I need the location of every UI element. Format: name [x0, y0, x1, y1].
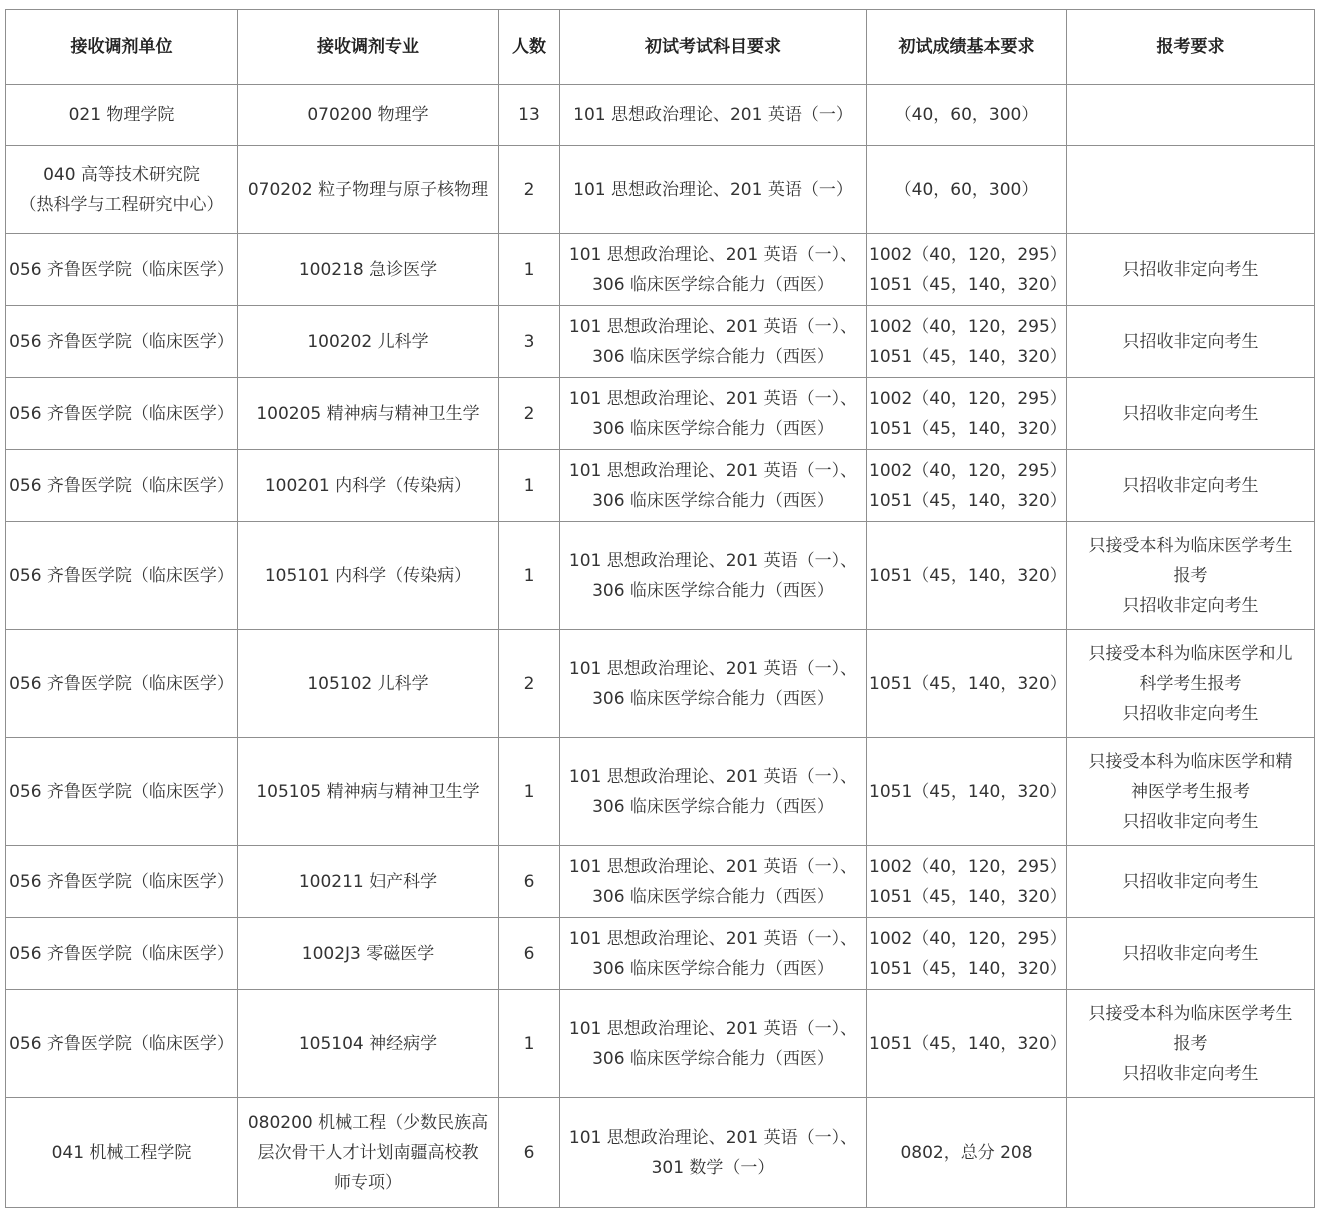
major-line: 105104 神经病学	[298, 1033, 438, 1054]
cell-requirements	[1067, 738, 1315, 846]
cell-requirements	[1067, 990, 1315, 1098]
cell-unit	[6, 846, 238, 918]
requirements-line: 只招收非定向考生	[1122, 811, 1259, 832]
subjects-line: 306 临床医学综合能力（西医）	[592, 490, 834, 511]
scores-line: 1051（45，140，320）	[869, 565, 1067, 586]
cell-major	[238, 85, 499, 146]
unit-line: 056 齐鲁医学院（临床医学）	[9, 331, 234, 352]
cell-scores	[867, 1098, 1067, 1208]
transfer-admission-table	[5, 9, 1315, 1208]
subjects-line: 306 临床医学综合能力（西医）	[592, 346, 834, 367]
subjects-line: 101 思想政治理论、201 英语（一）、	[568, 244, 858, 265]
cell-subjects	[560, 630, 867, 738]
cell-subjects	[560, 450, 867, 522]
scores-line: 1002（40，120，295）	[869, 316, 1067, 337]
subjects-line: 306 临床医学综合能力（西医）	[592, 418, 834, 439]
cell-major	[238, 522, 499, 630]
subjects-line: 306 临床医学综合能力（西医）	[592, 958, 834, 979]
scores-line: 1051（45，140，320）	[869, 346, 1067, 367]
major-line: 师专项）	[334, 1172, 402, 1193]
scores-line: 1051（45，140，320）	[869, 490, 1067, 511]
requirements-line: 报考	[1173, 1033, 1208, 1054]
unit-line: （热科学与工程研究中心）	[19, 194, 224, 215]
requirements-line: 只接受本科为临床医学考生	[1088, 1003, 1293, 1024]
cell-requirements	[1067, 234, 1315, 306]
scores-line: 1051（45，140，320）	[869, 673, 1067, 694]
subjects-line: 306 临床医学综合能力（西医）	[592, 274, 834, 295]
cell-count: 6	[499, 1098, 560, 1208]
cell-scores	[867, 738, 1067, 846]
subjects-line: 306 临床医学综合能力（西医）	[592, 1048, 834, 1069]
unit-line: 056 齐鲁医学院（临床医学）	[9, 1033, 234, 1054]
cell-major	[238, 306, 499, 378]
table-row	[6, 918, 1315, 990]
scores-line: 1051（45，140，320）	[869, 781, 1067, 802]
cell-subjects	[560, 522, 867, 630]
cell-unit	[6, 146, 238, 234]
table-row	[6, 990, 1315, 1098]
requirements-line: 只招收非定向考生	[1122, 1063, 1259, 1084]
major-line: 070202 粒子物理与原子核物理	[247, 179, 489, 200]
cell-unit	[6, 450, 238, 522]
scores-line: 1051（45，140，320）	[869, 1033, 1067, 1054]
header-requirements: 报考要求	[1067, 10, 1315, 85]
scores-line: 1051（45，140，320）	[869, 958, 1067, 979]
major-line: 100218 急诊医学	[298, 259, 438, 280]
unit-line: 021 物理学院	[68, 105, 175, 125]
table-row	[6, 522, 1315, 630]
header-unit: 接收调剂单位	[6, 10, 238, 85]
subjects-line: 101 思想政治理论、201 英语（一）、	[568, 1018, 858, 1039]
cell-count: 13	[499, 85, 560, 146]
cell-count: 3	[499, 306, 560, 378]
cell-requirements	[1067, 630, 1315, 738]
cell-major	[238, 234, 499, 306]
cell-subjects	[560, 85, 867, 146]
major-line: 100201 内科学（传染病）	[264, 475, 472, 496]
major-line: 080200 机械工程（少数民族高	[247, 1112, 489, 1133]
cell-major	[238, 918, 499, 990]
subjects-line: 306 临床医学综合能力（西医）	[592, 688, 834, 709]
subjects-line: 101 思想政治理论、201 英语（一）、	[568, 1127, 858, 1148]
cell-major	[238, 1098, 499, 1208]
cell-major	[238, 378, 499, 450]
cell-requirements	[1067, 450, 1315, 522]
cell-unit	[6, 630, 238, 738]
major-line: 105102 儿科学	[307, 673, 429, 694]
unit-line: 056 齐鲁医学院（临床医学）	[9, 259, 234, 280]
cell-unit	[6, 378, 238, 450]
table-row	[6, 846, 1315, 918]
table-row	[6, 378, 1315, 450]
scores-line: 1051（45，140，320）	[869, 886, 1067, 907]
unit-line: 056 齐鲁医学院（临床医学）	[9, 871, 234, 892]
cell-requirements	[1067, 1098, 1315, 1208]
cell-unit	[6, 522, 238, 630]
requirements-line: 神医学考生报考	[1131, 781, 1250, 802]
unit-line: 056 齐鲁医学院（临床医学）	[9, 673, 234, 694]
cell-major	[238, 450, 499, 522]
subjects-line: 101 思想政治理论、201 英语（一）、	[568, 316, 858, 337]
cell-scores	[867, 234, 1067, 306]
requirements-line: 报考	[1173, 565, 1208, 586]
cell-requirements	[1067, 918, 1315, 990]
cell-unit	[6, 234, 238, 306]
cell-scores	[867, 306, 1067, 378]
unit-line: 040 高等技术研究院	[43, 164, 200, 185]
cell-scores	[867, 630, 1067, 738]
requirements-line: 只招收非定向考生	[1122, 475, 1259, 496]
cell-subjects	[560, 846, 867, 918]
cell-scores	[867, 918, 1067, 990]
cell-scores	[867, 378, 1067, 450]
header-major: 接收调剂专业	[238, 10, 499, 85]
subjects-line: 101 思想政治理论、201 英语（一）、	[568, 460, 858, 481]
cell-scores	[867, 85, 1067, 146]
table-row	[6, 630, 1315, 738]
cell-unit	[6, 306, 238, 378]
cell-unit	[6, 990, 238, 1098]
requirements-line: 只招收非定向考生	[1122, 331, 1259, 352]
cell-unit	[6, 918, 238, 990]
cell-major	[238, 990, 499, 1098]
cell-requirements	[1067, 306, 1315, 378]
major-line: 层次骨干人才计划南疆高校教	[257, 1142, 479, 1163]
cell-subjects	[560, 738, 867, 846]
table-row	[6, 306, 1315, 378]
cell-scores	[867, 990, 1067, 1098]
requirements-line: 只招收非定向考生	[1122, 595, 1259, 616]
unit-line: 056 齐鲁医学院（临床医学）	[9, 565, 234, 586]
cell-count: 2	[499, 378, 560, 450]
subjects-line: 101 思想政治理论、201 英语（一）、	[568, 388, 858, 409]
cell-count: 6	[499, 846, 560, 918]
requirements-line: 只接受本科为临床医学考生	[1088, 535, 1293, 556]
requirements-line: 只招收非定向考生	[1122, 703, 1259, 724]
header-scores: 初试成绩基本要求	[867, 10, 1067, 85]
cell-major	[238, 846, 499, 918]
cell-major	[238, 146, 499, 234]
scores-line: 1002（40，120，295）	[869, 460, 1067, 481]
scores-line: 1051（45，140，320）	[869, 418, 1067, 439]
cell-subjects	[560, 146, 867, 234]
subjects-line: 101 思想政治理论、201 英语（一）、	[568, 856, 858, 877]
cell-count: 2	[499, 146, 560, 234]
unit-line: 056 齐鲁医学院（临床医学）	[9, 403, 234, 424]
cell-subjects	[560, 918, 867, 990]
unit-line: 056 齐鲁医学院（临床医学）	[9, 475, 234, 496]
table-row	[6, 85, 1315, 146]
major-line: 105101 内科学（传染病）	[264, 565, 472, 586]
subjects-line: 301 数学（一）	[651, 1157, 775, 1178]
cell-scores	[867, 846, 1067, 918]
table-row	[6, 738, 1315, 846]
cell-scores	[867, 450, 1067, 522]
cell-subjects	[560, 990, 867, 1098]
table-row	[6, 450, 1315, 522]
cell-subjects	[560, 378, 867, 450]
scores-line: 1002（40，120，295）	[869, 928, 1067, 949]
subjects-line: 101 思想政治理论、201 英语（一）、	[568, 928, 858, 949]
header-subjects: 初试考试科目要求	[560, 10, 867, 85]
cell-unit	[6, 1098, 238, 1208]
scores-line: 1002（40，120，295）	[869, 856, 1067, 877]
subjects-line: 306 临床医学综合能力（西医）	[592, 580, 834, 601]
cell-count: 1	[499, 738, 560, 846]
header-count: 人数	[499, 10, 560, 85]
cell-count: 1	[499, 522, 560, 630]
scores-line: （40，60，300）	[894, 105, 1039, 125]
requirements-line: 只接受本科为临床医学和儿	[1088, 643, 1293, 664]
major-line: 100202 儿科学	[307, 331, 429, 352]
subjects-line: 101 思想政治理论、201 英语（一）、	[568, 550, 858, 571]
major-line: 105105 精神病与精神卫生学	[256, 781, 480, 802]
requirements-line: 科学考生报考	[1139, 673, 1242, 694]
cell-subjects	[560, 306, 867, 378]
cell-unit	[6, 738, 238, 846]
scores-line: 1002（40，120，295）	[869, 388, 1067, 409]
table-row	[6, 1098, 1315, 1208]
table-row	[6, 146, 1315, 234]
table-body	[6, 85, 1315, 1208]
cell-requirements	[1067, 378, 1315, 450]
major-line: 100211 妇产科学	[298, 871, 438, 892]
requirements-line: 只招收非定向考生	[1122, 259, 1259, 280]
subjects-line: 101 思想政治理论、201 英语（一）、	[568, 766, 858, 787]
cell-count: 1	[499, 450, 560, 522]
major-line: 070200 物理学	[307, 105, 429, 125]
scores-line: 1002（40，120，295）	[869, 244, 1067, 265]
scores-line: 0802，总分 208	[900, 1142, 1033, 1163]
cell-count: 1	[499, 234, 560, 306]
major-line: 1002J3 零磁医学	[301, 943, 435, 964]
cell-requirements	[1067, 146, 1315, 234]
admission-table-wrapper	[5, 9, 1315, 1208]
cell-count: 2	[499, 630, 560, 738]
scores-line: （40，60，300）	[894, 179, 1039, 200]
cell-subjects	[560, 1098, 867, 1208]
subjects-line: 306 临床医学综合能力（西医）	[592, 886, 834, 907]
subjects-line: 101 思想政治理论、201 英语（一）	[573, 179, 853, 200]
cell-requirements	[1067, 846, 1315, 918]
cell-scores	[867, 146, 1067, 234]
cell-major	[238, 738, 499, 846]
cell-subjects	[560, 234, 867, 306]
subjects-line: 101 思想政治理论、201 英语（一）	[573, 105, 853, 125]
requirements-line: 只招收非定向考生	[1122, 943, 1259, 964]
major-line: 100205 精神病与精神卫生学	[256, 403, 480, 424]
cell-unit	[6, 85, 238, 146]
cell-scores	[867, 522, 1067, 630]
cell-count: 1	[499, 990, 560, 1098]
table-header-row	[6, 10, 1315, 85]
cell-requirements	[1067, 522, 1315, 630]
unit-line: 056 齐鲁医学院（临床医学）	[9, 943, 234, 964]
scores-line: 1051（45，140，320）	[869, 274, 1067, 295]
cell-requirements	[1067, 85, 1315, 146]
requirements-line: 只招收非定向考生	[1122, 403, 1259, 424]
subjects-line: 306 临床医学综合能力（西医）	[592, 796, 834, 817]
cell-major	[238, 630, 499, 738]
unit-line: 041 机械工程学院	[51, 1142, 192, 1163]
requirements-line: 只接受本科为临床医学和精	[1088, 751, 1293, 772]
unit-line: 056 齐鲁医学院（临床医学）	[9, 781, 234, 802]
requirements-line: 只招收非定向考生	[1122, 871, 1259, 892]
subjects-line: 101 思想政治理论、201 英语（一）、	[568, 658, 858, 679]
cell-count: 6	[499, 918, 560, 990]
table-row	[6, 234, 1315, 306]
